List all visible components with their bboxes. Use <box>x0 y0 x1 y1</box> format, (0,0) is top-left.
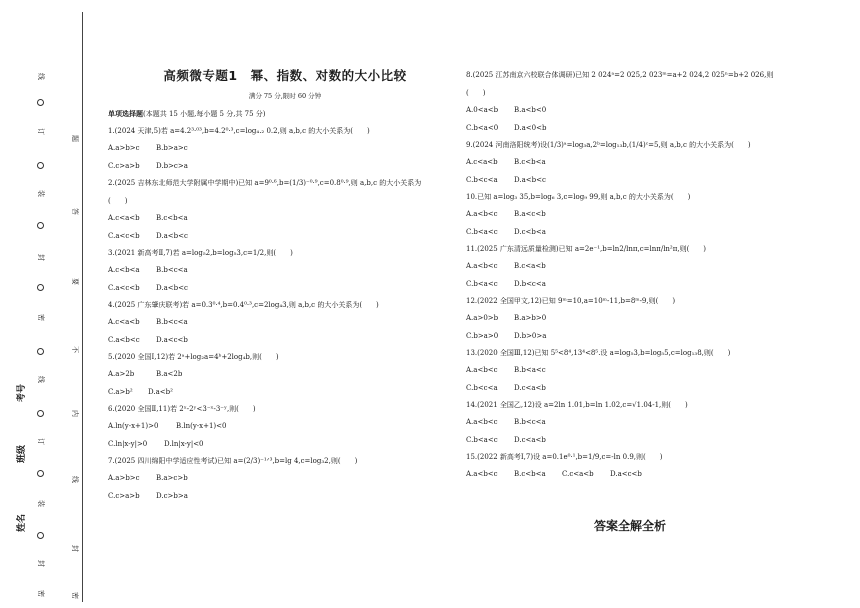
option-a: A.ln(y-x+1)>0 <box>108 422 159 430</box>
option-b: B.c<b<a <box>156 214 188 222</box>
option-c: C.b<a<0 <box>466 123 499 132</box>
question-13 <box>466 349 811 393</box>
option-a: A.a>2b <box>108 370 135 378</box>
question-stem: 15.(2022 新高考Ⅰ,7)设 a=0.1e⁰·¹,b=1/9,c=-ln 0.9,则( ) <box>466 453 663 461</box>
option-d: D.a<b<c <box>156 231 188 240</box>
seal-label: 装 <box>37 500 45 507</box>
option-c: C.c>a>b <box>108 161 140 170</box>
seal-label: 订 <box>37 128 45 135</box>
question-stem-cont: ( ) <box>466 89 486 97</box>
question-15 <box>466 453 811 479</box>
seal-label: 线 <box>37 376 45 383</box>
option-b: B.c<b<a <box>514 470 546 478</box>
option-a: A.c<a<b <box>466 158 498 166</box>
question-8 <box>466 71 811 133</box>
question-stem: 12.(2022 全国甲文,12)已知 9ᵐ=10,a=10ᵐ-11,b=8ᵐ-9,则( ) <box>466 297 676 305</box>
option-a: A.a>b>c <box>108 474 140 482</box>
binding-line <box>82 12 83 602</box>
question-stem: 10.已知 a=log₃ 35,b=log₆ 3,c=log₉ 99,则 a,b,c 的大小关系为( ) <box>466 193 691 201</box>
page-title: 高频微专题1 幂、指数、对数的大小比较 <box>163 68 407 83</box>
option-c: C.a<c<b <box>108 231 140 240</box>
option-a: A.0<a<b <box>466 106 499 114</box>
option-b: B.b<a<c <box>514 366 546 374</box>
question-stem: 2.(2025 吉林东北师范大学附属中学期中)已知 a=9⁰·⁶,b=(1/3)⁻⁰·⁹,c=0.8⁰·⁹,则 a,b,c 的大小关系为 <box>108 179 422 187</box>
question-stem: 11.(2025 广东清远质量检测)已知 a=2e⁻¹,b=ln2/lnπ,c=lnπ/ln²π,则( ) <box>466 245 707 253</box>
option-a: A.a>0>b <box>466 314 499 322</box>
question-stem: 7.(2025 四川绵阳中学适应性考试)已知 a=(2/3)⁻¹ᐟ³,b=lg 4,c=log₃2,则( ) <box>108 457 358 465</box>
option-d: D.a<b² <box>148 387 173 396</box>
page-subtitle: 满分 75 分,限时 60 分钟 <box>248 92 322 100</box>
option-c: C.ln|x-y|>0 <box>108 439 148 448</box>
section-label: 单项选择题 <box>108 110 143 118</box>
margin-label: 题 <box>71 135 79 142</box>
option-d: D.b>c>a <box>156 161 188 170</box>
question-stem: 13.(2020 全国Ⅲ,12)已知 5⁵<8⁴,13⁴<8⁵.设 a=log₅3,b=log₅5,c=log₁₃8,则( ) <box>466 349 731 357</box>
option-c: C.a<c<b <box>108 283 140 292</box>
option-b: B.a>c>b <box>156 474 188 482</box>
option-c: C.c<a<b <box>562 470 594 478</box>
question-6 <box>108 405 453 449</box>
seal-label: 密 <box>37 590 45 597</box>
question-5 <box>108 353 453 397</box>
option-b: B.a<2b <box>156 370 183 378</box>
left-column <box>108 110 453 509</box>
question-stem: 8.(2025 江苏南京六校联合体调研)已知 2 024ᵃ=2 025,2 023ᵐ=a+2 024,2 025ⁿ=b+2 026,则 <box>466 71 774 79</box>
question-stem: 4.(2025 广东肇庆联考)若 a=0.3⁰·⁴,b=0.4⁰·³,c=2log₄3,则 a,b,c 的大小关系为( ) <box>108 301 379 309</box>
option-c: C.b<c<a <box>466 383 498 392</box>
option-a: A.a<b<c <box>466 418 498 426</box>
seal-label: 封 <box>37 254 45 261</box>
option-b: B.c<a<b <box>514 262 546 270</box>
option-d: D.b>0>a <box>514 331 547 340</box>
option-d: D.a<c<b <box>156 335 188 344</box>
kaohao-label: 考号 <box>17 383 27 402</box>
section-heading <box>108 110 453 119</box>
option-c: C.b<a<c <box>466 227 498 236</box>
option-b: B.b<c<a <box>156 318 188 326</box>
margin-label: 不 <box>71 346 79 353</box>
section-note: (本题共 15 小题,每小题 5 分,共 75 分) <box>143 110 266 118</box>
banji-label: 班级 <box>17 444 27 463</box>
option-d: D.c<b<a <box>514 227 546 236</box>
question-11 <box>466 245 811 289</box>
page-header <box>120 66 450 100</box>
seal-label: 装 <box>37 190 45 197</box>
option-c: C.a<b<c <box>108 335 140 344</box>
question-2 <box>108 179 453 241</box>
option-c: C.c>a>b <box>108 491 140 500</box>
option-c: C.b<c<a <box>466 175 498 184</box>
margin-label: 答 <box>71 208 79 215</box>
option-a: A.a<b<c <box>466 470 498 478</box>
question-4 <box>108 301 453 345</box>
question-stem: 6.(2020 全国Ⅱ,11)若 2ˣ-2ʸ<3⁻ˣ-3⁻ʸ,则( ) <box>108 405 256 413</box>
option-c: C.b<a<c <box>466 435 498 444</box>
option-a: A.a<b<c <box>466 262 498 270</box>
seal-circle-icon <box>37 348 44 355</box>
seal-label: 线 <box>37 73 45 80</box>
seal-circle-icon <box>37 162 44 169</box>
margin-label: 要 <box>71 278 79 285</box>
question-12 <box>466 297 811 341</box>
seal-circle-icon <box>37 284 44 291</box>
option-b: B.a<c<b <box>514 210 546 218</box>
option-d: D.c>b>a <box>156 491 188 500</box>
option-b: B.b>a>c <box>156 144 188 152</box>
xingming-label: 姓名 <box>17 513 27 532</box>
option-c: C.b>a>0 <box>466 331 499 340</box>
option-a: A.a<b<c <box>466 366 498 374</box>
option-a: A.c<b<a <box>108 266 140 274</box>
seal-label: 订 <box>37 438 45 445</box>
option-d: D.a<0<b <box>514 123 547 132</box>
seal-circle-icon <box>37 470 44 477</box>
answer-section-title: 答案全解全析 <box>594 519 667 533</box>
option-b: B.a<b<0 <box>514 106 547 114</box>
option-b: B.b<c<a <box>514 418 546 426</box>
question-1 <box>108 127 453 171</box>
question-stem: 1.(2024 天津,5)若 a=4.2³·⁰³,b=4.2⁰·³,c=log₄.₂ 0.2,则 a,b,c 的大小关系为( ) <box>108 127 370 135</box>
margin-label: 封 <box>71 545 79 552</box>
option-a: A.c<a<b <box>108 214 140 222</box>
option-d: D.c<a<b <box>514 383 546 392</box>
question-stem: 14.(2021 全国乙,12)设 a=2ln 1.01,b=ln 1.02,c=√1.04-1,则( ) <box>466 401 688 409</box>
option-b: B.a>b>0 <box>514 314 547 322</box>
question-7 <box>108 457 453 501</box>
option-b: B.b<c<a <box>156 266 188 274</box>
seal-circle-icon <box>37 532 44 539</box>
margin-label: 内 <box>71 410 79 417</box>
question-stem: 3.(2021 新高考Ⅱ,7)若 a=log₅2,b=log₅3,c=1/2,则( ) <box>108 249 293 257</box>
option-a: A.c<a<b <box>108 318 140 326</box>
question-10 <box>466 193 811 237</box>
seal-label: 密 <box>37 314 45 321</box>
option-a: A.a>b>c <box>108 144 140 152</box>
option-d: D.c<a<b <box>514 435 546 444</box>
option-a: A.a<b<c <box>466 210 498 218</box>
seal-circle-icon <box>37 99 44 106</box>
option-d: D.a<b<c <box>514 175 546 184</box>
question-stem: 9.(2024 河南洛阳统考)设(1/3)ᵃ=log₃a,2ᵇ=log₁₃b,(1/4)ᶜ=5,则 a,b,c 的大小关系为( ) <box>466 141 751 149</box>
seal-circle-icon <box>37 222 44 229</box>
margin-label: 线 <box>71 476 79 483</box>
question-stem-cont: ( ) <box>108 197 128 205</box>
seal-label: 封 <box>37 560 45 567</box>
binding-margin <box>0 0 84 608</box>
option-b: B.ln(y-x+1)<0 <box>176 422 227 430</box>
option-c: C.a>b² <box>108 387 133 396</box>
option-d: D.a<b<c <box>156 283 188 292</box>
question-stem: 5.(2020 全国Ⅰ,12)若 2ᵃ+log₂a=4ᵇ+2log₄b,则( ) <box>108 353 279 361</box>
option-d: D.b<c<a <box>514 279 546 288</box>
right-column <box>466 71 811 488</box>
margin-label: 密 <box>71 592 79 599</box>
option-b: B.c<b<a <box>514 158 546 166</box>
question-9 <box>466 141 811 185</box>
question-3 <box>108 249 453 293</box>
option-d: D.a<c<b <box>610 470 642 478</box>
option-d: D.ln|x-y|<0 <box>164 439 204 448</box>
seal-circle-icon <box>37 410 44 417</box>
option-c: C.b<a<c <box>466 279 498 288</box>
question-14 <box>466 401 811 445</box>
